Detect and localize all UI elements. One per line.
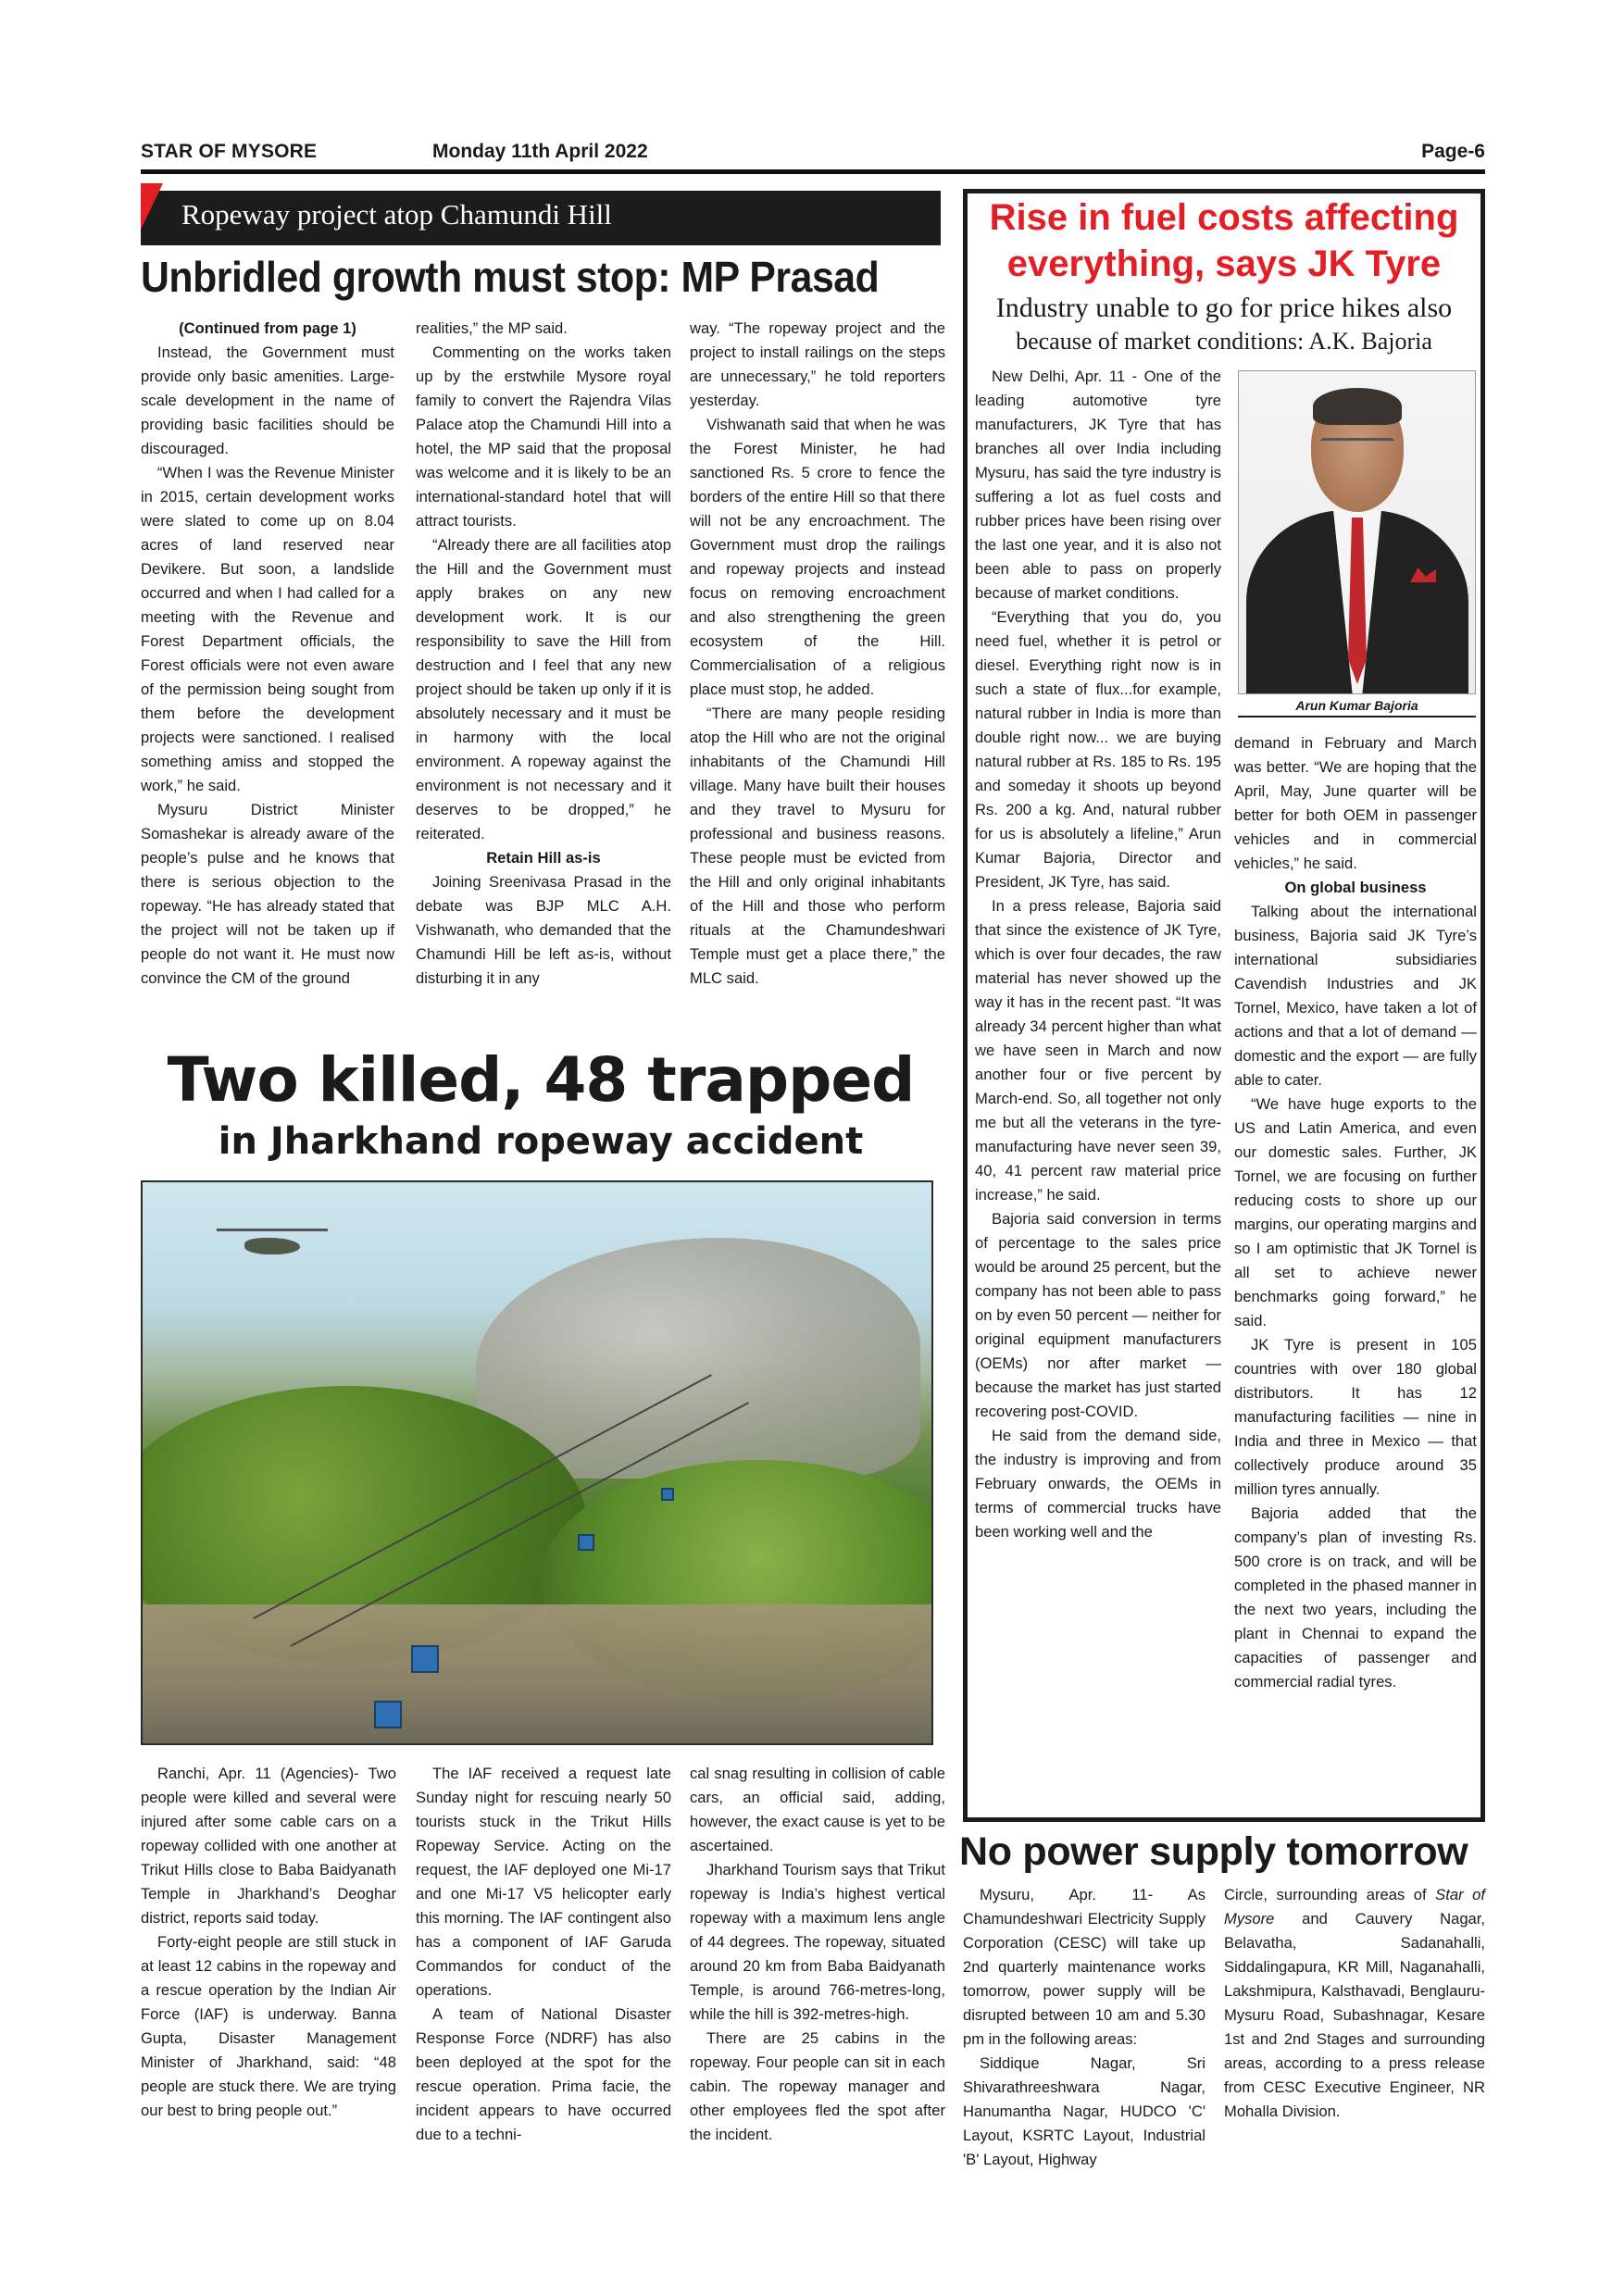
paragraph: A team of National Disaster Response Force (NDRF) has also been deployed at the spot for the rescue operation. Prima facie, the incident appears to have occurred due to a techni-: [416, 2005, 671, 2143]
hill-rock: [476, 1238, 920, 1479]
paragraph: Mysuru, Apr. 11- As Chamundeshwari Electricity Supply Corporation (CESC) will take up 2nd quarterly maintenance works tomorrow, power supply will be disrupted between 10 am and 5.30 pm in the following areas:: [963, 1886, 1206, 2048]
paragraph: Commenting on the works taken up by the erstwhile Mysore royal family to convert the Rajendra Vilas Palace atop the Chamundi Hill into a hotel, the MP said that the proposal was welcome and it is likely to be an international-standard hotel that will attract tourists.: [416, 343, 671, 530]
paragraph: Bajoria said conversion in terms of percentage to the sales price would be around 25 percent, but the company has not been able to pass on by even 50 percent — neither for original equipment manufacturers (OEMs) nor after market — because the market has just started recovering post-COVID.: [975, 1210, 1221, 1420]
newspaper-name: STAR OF MYSORE: [141, 141, 318, 162]
paragraph: Vishwanath said that when he was the Forest Minister, he had sanctioned Rs. 5 crore to fence the borders of the entire Hill so that there will not be any encroachment. The Government must drop the railings and ropeway projects and instead focus on removing encroachment and also strengthening the green ecosystem of the Hill. Commercialisation of a religious place must stop, he added.: [690, 416, 945, 698]
jharkhand-headline: Two killed, 48 trapped: [167, 1044, 915, 1116]
paragraph: There are 25 cabins in the ropeway. Four people can sit in each cabin. The ropeway manager and other employees fled the spot after the incident.: [690, 2029, 945, 2143]
text-run: and Cauvery Nagar, Belavatha, Sadanahalli, Siddalingapura, KR Mill, Naganahalli, Lakshmipura, Kalsthavadi, Benglauru-Mysuru Road, Subashnagar, Kesare 1st and 2nd Stages and surrounding areas, according to a press release from CESC Executive Engineer, NR Mohalla Division.: [1224, 1910, 1485, 2120]
paragraph: [1224, 1883, 1485, 2124]
paragraph: Bajoria added that the company’s plan of investing Rs. 500 crore is on track, and will be completed in the phased manner in the next two years, including the plant in Chennai to expand the capacities of passenger and commercial radial tyres.: [1234, 1504, 1477, 1691]
paragraph: Forty-eight people are still stuck in at least 12 cabins in the ropeway and a rescue operation by the Indian Air Force (IAF) is underway. Banna Gupta, Disaster Management Minister of Jharkhand, said: “48 people are stuck there. We are trying our best to bring people out.”: [141, 1933, 396, 2119]
masthead: [141, 137, 1485, 170]
hair: [1313, 388, 1402, 425]
issue-date: Monday 11th April 2022: [432, 141, 648, 162]
section-kicker: [141, 191, 941, 245]
paragraph: In a press release, Bajoria said that since the existence of JK Tyre, which is over four decades, the raw material has never showed up the way it has in the recent past. “It was already 34 percent higher than what we have seen in March and now another four or five percent by March-end. So, all together not only me but all the veterans in the tyre-manufacturing have never seen 39, 40, 41 percent raw material price increase,” he said.: [975, 897, 1221, 1204]
paragraph: “When I was the Revenue Minister in 2015, certain development works were slated to come up on 8.04 acres of land reserved near Devikere. But soon, a landslide occurred and when I had called for a meeting with the Revenue and Forest Department officials, the Forest officials were not even aware of the permission being sought from them before the development projects were sanctioned. I realised something amiss and stopped the work,” he said.: [141, 464, 394, 794]
paragraph: “There are many people residing atop the Hill who are not the original inhabitants of the Chamundi Hill village. Many have built their houses and they travel to Mysuru for professional and business reasons. These people must be evicted from the Hill and only original inhabitants of the Hill and those who perform rituals at the Chamundeshwari Temple must get a place there,” the MLC said.: [690, 705, 945, 987]
subheading: Retain Hill as-is: [486, 849, 601, 867]
masthead-rule: [141, 169, 1485, 174]
paragraph: Siddique Nagar, Sri Shivarathreeshwara Nagar, Hanumantha Nagar, HUDCO 'C' Layout, KSRTC Layout, Industrial 'B' Layout, Highway: [963, 2054, 1206, 2168]
paragraph: “Everything that you do, you need fuel, whether it is petrol or diesel. Everything right now is in such a state of flux...for example, natural rubber in India is more than double right now... we are buying natural rubber at Rs. 185 to Rs. 195 and someday it shoots up beyond Rs. 200 a kg. And, natural rubber for us is absolutely a lifeline,” Arun Kumar Bajoria, Director and President, JK Tyre, has said.: [975, 608, 1221, 891]
paragraph: Joining Sreenivasa Prasad in the debate was BJP MLC A.H. Vishwanath, who demanded that the Chamundi Hill be left as-is, without disturbing it in any: [416, 873, 671, 987]
cable-car-icon: [374, 1701, 402, 1728]
paragraph: Jharkhand Tourism says that Trikut ropeway is India’s highest vertical ropeway with a maximum lens angle of 44 degrees. The ropeway, situated around 20 km from Baba Baidyanath Temple, is around 766-metres-long, while the hill is 392-metres-high.: [690, 1861, 945, 2023]
text-run: Circle, surrounding areas of: [1224, 1886, 1436, 1903]
subheading: On global business: [1284, 879, 1427, 896]
rocky-ground: [143, 1604, 931, 1743]
photo-caption: Arun Kumar Bajoria: [1238, 696, 1476, 718]
paragraph: realities,” the MP said.: [416, 319, 568, 337]
paragraph: Instead, the Government must provide only basic amenities. Large-scale development in the name of providing basic facilities should be discouraged.: [141, 343, 394, 457]
paragraph: way. “The ropeway project and the project to install railings on the steps are unnecessary,” he told reporters yesterday.: [690, 319, 945, 409]
jk-tyre-column-2: [1234, 731, 1477, 1694]
jharkhand-column-2: [416, 1762, 671, 2147]
jharkhand-subheadline: in Jharkhand ropeway accident: [218, 1120, 864, 1163]
jharkhand-column-1: [141, 1762, 396, 2123]
jk-tyre-column-1: [975, 365, 1221, 1544]
page-number: Page-6: [1421, 141, 1485, 162]
paragraph: JK Tyre is present in 105 countries with over 180 global distributors. It has 12 manufacturing facilities — nine in India and three in Mexico — that collectively produce around 35 million tyres annually.: [1234, 1336, 1477, 1498]
jk-tyre-headline: Rise in fuel costs affecting everything, says JK Tyre: [989, 197, 1459, 284]
helicopter-icon: [244, 1238, 300, 1254]
paragraph: Mysuru District Minister Somashekar is already aware of the people’s pulse and he knows that there is serious objection to the ropeway. “He has already stated that the project will not be taken up if people do not want it. He must now convince the CM of the ground: [141, 801, 394, 987]
paragraph: New Delhi, Apr. 11 - One of the leading automotive tyre manufacturers, JK Tyre that has branches all over India including Mysuru, has said the tyre industry is suffering a lot as fuel costs and rubber prices have been rising over the last one year, and it is also not been able to pass on properly because of market conditions.: [975, 368, 1221, 602]
jk-tyre-subheadline-1: Industry unable to go for price hikes also: [995, 293, 1453, 323]
cable-car-icon: [661, 1488, 674, 1501]
bajoria-portrait: [1238, 370, 1476, 694]
paragraph: “Already there are all facilities atop the Hill and the Government must apply brakes on any new development work. It is our responsibility to save the Hill from destruction and I feel that any new project should be taken up only if it is absolutely necessary and it must be in harmony with the local environment. A ropeway against the environment is not necessary and it deserves to be dropped,” he reiterated.: [416, 536, 671, 842]
ropeway-column-1: [141, 317, 394, 991]
kicker-text: Ropeway project atop Chamundi Hill: [181, 198, 612, 231]
ropeway-headline: Unbridled growth must stop: MP Prasad: [141, 253, 880, 301]
paragraph: Talking about the international business, Bajoria said JK Tyre’s international subsidiaries Cavendish Industries and JK Tornel, Mexico, have taken a lot of actions and that a lot of demand — domestic and the export — are fully able to cater.: [1234, 903, 1477, 1089]
paragraph: The IAF received a request late Sunday night for rescuing nearly 50 tourists stuck in the Trikut Hills Ropeway Service. Acting on the request, the IAF deployed one Mi-17 and one Mi-17 V5 helicopter early this morning. The IAF contingent also has a component of IAF Garuda Commandos for conduct of the operations.: [416, 1765, 671, 1999]
jharkhand-column-3: [690, 1762, 945, 2147]
power-column-1: [963, 1883, 1206, 2172]
power-headline: No power supply tomorrow: [959, 1829, 1468, 1874]
paragraph: demand in February and March was better. “We are hoping that the April, May, June quarter will be better for both OEM in passenger vehicles and in commercial vehicles,” he said.: [1234, 734, 1477, 872]
continued-label: (Continued from page 1): [179, 319, 356, 337]
red-corner-triangle-icon: [141, 183, 163, 230]
paper-name-italic: Star of Mysore: [1224, 1886, 1485, 1928]
paragraph: cal snag resulting in collision of cable cars, an official said, adding, however, the exact cause is yet to be ascertained.: [690, 1765, 945, 1854]
power-column-2: [1224, 1883, 1485, 2124]
ropeway-column-2: [416, 317, 671, 991]
cable-car-icon: [578, 1534, 594, 1551]
paragraph: Ranchi, Apr. 11 (Agencies)- Two people were killed and several were injured after some cable cars on a ropeway collided with one another at Trikut Hills close to Baba Baidyanath Temple in Jharkhand’s Deoghar district, reports said today.: [141, 1765, 396, 1927]
paragraph: “We have huge exports to the US and Latin America, and even our domestic sales. Further, JK Tornel, we are focusing on further reducing costs to shore up our margins, our operating margins and so I am optimistic that JK Tornel is all set to achieve newer benchmarks going forward,” he said.: [1234, 1095, 1477, 1329]
jk-tyre-subheadline-2: because of market conditions: A.K. Bajoria: [1016, 328, 1432, 355]
ropeway-photo: [141, 1180, 933, 1745]
glasses-icon: [1320, 438, 1394, 453]
ropeway-column-3: [690, 317, 945, 991]
cable-car-icon: [411, 1645, 439, 1673]
paragraph: He said from the demand side, the industry is improving and from February onwards, the OEMs in terms of commercial trucks have been working well and the: [975, 1427, 1221, 1541]
